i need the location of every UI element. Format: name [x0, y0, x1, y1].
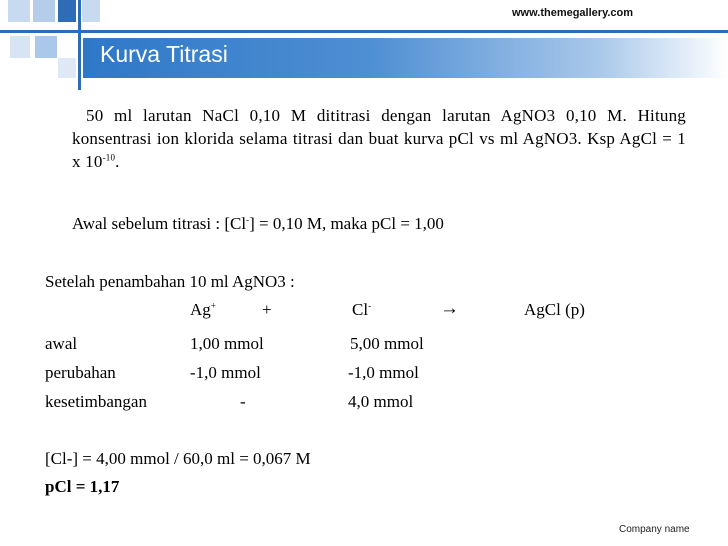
- ksp-exponent: -10: [102, 152, 116, 163]
- after-heading: Setelah penambahan 10 ml AgNO3 :: [45, 272, 295, 291]
- cl-charge: -: [368, 300, 372, 311]
- header-rule: [0, 30, 728, 33]
- row-ag-value: -1,0 mmol: [190, 363, 261, 382]
- chloride-charge: -: [246, 214, 250, 225]
- reaction-product: AgCl (p): [524, 300, 585, 319]
- header-vertical-rule: [78, 0, 81, 90]
- ag-charge: +: [210, 300, 216, 311]
- row-label: kesetimbangan: [45, 392, 147, 411]
- decor-square: [8, 0, 30, 22]
- initial-statement: [72, 214, 444, 234]
- decor-square: [58, 0, 76, 22]
- chloride-concentration: [Cl-] = 4,00 mmol / 60,0 ml = 0,067 M: [45, 449, 311, 468]
- initial-suffix: ] = 0,10 M, maka pCl = 1,00: [249, 214, 444, 233]
- reactant-cl: [352, 300, 371, 320]
- company-name: Company name: [619, 524, 690, 535]
- row-ag-value: -: [240, 392, 246, 411]
- row-label: perubahan: [45, 363, 116, 382]
- problem-paragraph: [72, 104, 686, 173]
- row-cl-value: -1,0 mmol: [348, 363, 419, 382]
- website-url: www.themegallery.com: [512, 7, 634, 19]
- slide-title: Kurva Titrasi: [100, 41, 228, 67]
- initial-prefix: Awal sebelum titrasi : [Cl: [72, 214, 247, 233]
- problem-end: .: [115, 152, 120, 171]
- decor-square: [33, 0, 55, 22]
- reactant-ag: [190, 300, 216, 320]
- pcl-result: pCl = 1,17: [45, 477, 120, 496]
- problem-text: 50 ml larutan NaCl 0,10 M dititrasi dengan larutan AgNO3 0,10 M. Hitung konsentrasi ion klorida selama titrasi dan buat kurva pCl vs ml AgNO3. Ksp AgCl = 1 x 10: [72, 106, 686, 171]
- reaction-arrow: →: [440, 298, 459, 319]
- ag-symbol: Ag: [190, 300, 211, 319]
- row-ag-value: 1,00 mmol: [190, 334, 264, 353]
- row-label: awal: [45, 334, 78, 353]
- row-cl-value: 5,00 mmol: [350, 334, 424, 353]
- decor-square: [82, 0, 100, 22]
- decor-square: [35, 36, 57, 58]
- decor-square: [58, 58, 76, 78]
- cl-symbol: Cl: [352, 300, 369, 319]
- reaction-plus: +: [262, 300, 272, 319]
- row-cl-value: 4,0 mmol: [348, 392, 414, 411]
- decor-square: [10, 36, 30, 58]
